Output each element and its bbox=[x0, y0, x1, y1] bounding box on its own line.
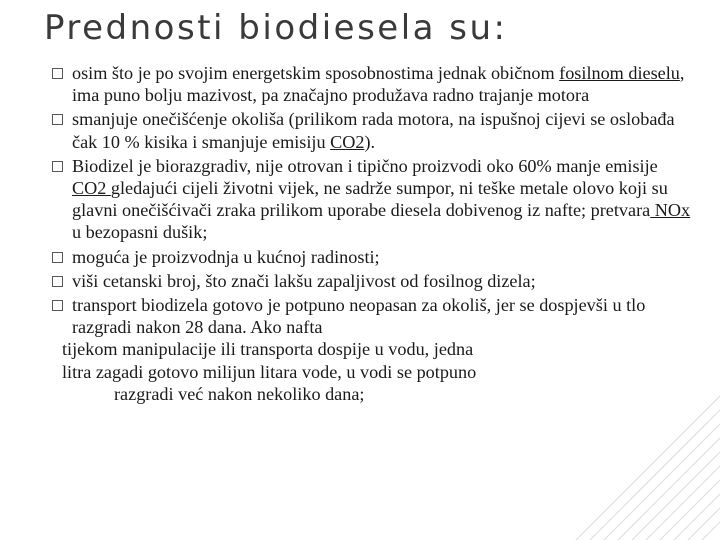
item-text: u bezopasni dušik; bbox=[72, 222, 208, 243]
item-text: moguća je proizvodnja u kućnoj radinosti; bbox=[72, 246, 380, 267]
checkbox-bullet-icon bbox=[52, 252, 63, 263]
item-text: transport biodizela gotovo je potpuno neopasan za okoliš, jer se dospjevši u tlo razgradi nakon 28 dana. Ako nafta bbox=[72, 295, 646, 338]
item-text: osim što je po svojim energetskim sposobnostima jednak običnom bbox=[72, 63, 560, 83]
checkbox-bullet-icon bbox=[52, 300, 63, 311]
list-item bbox=[52, 246, 692, 268]
item-text: ). bbox=[364, 131, 376, 152]
item-underlined-text: CO2 bbox=[330, 131, 365, 152]
item-continuation-text: litra zagadi gotovo milijun litara vode, u vodi se potpuno bbox=[62, 361, 477, 382]
item-underlined-text: fosilnom dieselu bbox=[559, 63, 680, 83]
list-item bbox=[52, 155, 692, 244]
item-continuation-text: tijekom manipulacije ili transporta dospije u vodu, jedna bbox=[62, 339, 474, 360]
checkbox-bullet-icon bbox=[52, 276, 63, 287]
item-underlined-text: CO2 bbox=[72, 178, 111, 199]
bullet-list bbox=[52, 62, 692, 405]
list-item bbox=[52, 294, 692, 338]
list-item bbox=[52, 62, 692, 106]
list-item bbox=[52, 108, 692, 152]
checkbox-bullet-icon bbox=[52, 161, 63, 172]
item-text: , ima puno bolju mazivost, pa značajno produžava radno trajanje motora bbox=[72, 63, 685, 106]
item-continuation-text: razgradi već nakon nekoliko dana; bbox=[114, 383, 365, 404]
item-underlined-text: NOx bbox=[650, 200, 691, 221]
checkbox-bullet-icon bbox=[52, 114, 63, 125]
item-text: Biodizel je biorazgradiv, nije otrovan i tipično proizvodi oko 60% manje emisije bbox=[72, 155, 658, 176]
item-text: smanjuje onečišćenje okoliša (prilikom rada motora, na ispušnoj cijevi se oslobađa čak 10 % kisika i smanjuje emisiju bbox=[72, 109, 675, 152]
item-text: viši cetanski broj, što znači lakšu zapaljivost od fosilnog dizela; bbox=[72, 270, 536, 291]
checkbox-bullet-icon bbox=[52, 68, 63, 79]
list-item bbox=[52, 270, 692, 292]
slide-title: Prednosti biodiesela su: bbox=[44, 8, 508, 48]
item-text: gledajući cijeli životni vijek, ne sadrže sumpor, ni teške metale olovo koji su glavni onečišćivači zraka prilikom uporabe diesela dobivenog iz nafte; pretvara bbox=[72, 178, 668, 221]
